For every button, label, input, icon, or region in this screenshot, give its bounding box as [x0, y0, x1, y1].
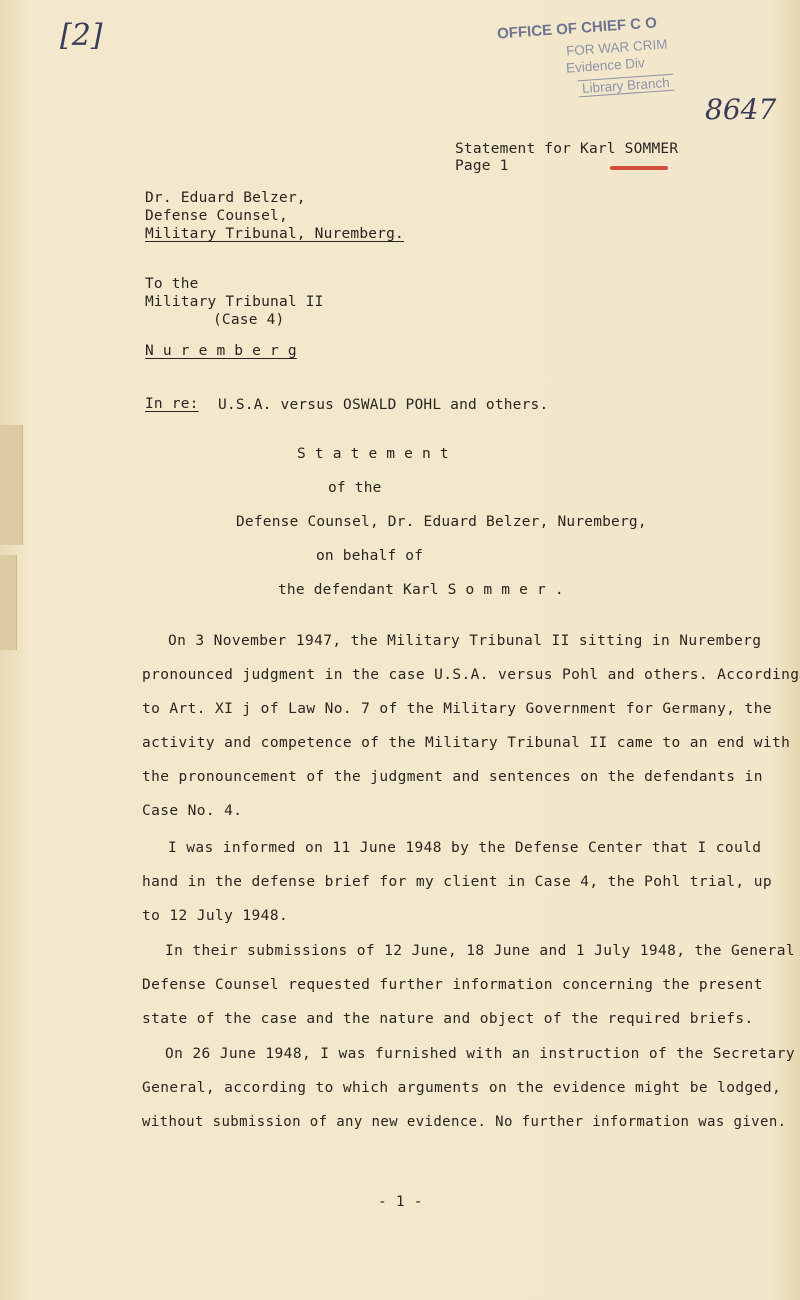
heading-line: on behalf of: [316, 548, 424, 564]
header-title: Statement for Karl SOMMER: [455, 141, 679, 157]
sender-place: Military Tribunal, Nuremberg.: [145, 226, 404, 242]
heading-title: S t a t e m e n t: [297, 446, 449, 462]
header-page: Page 1: [455, 158, 509, 174]
paper-edge-tab: [0, 555, 17, 650]
body-line: I was informed on 11 June 1948 by the Defense Center that I could: [168, 840, 762, 856]
paper-edge-tab: [0, 425, 23, 545]
stamp-line: FOR WAR CRIM: [565, 36, 668, 59]
red-pencil-mark: [610, 166, 668, 170]
handwritten-mark: [2]: [60, 18, 103, 53]
page-number: - 1 -: [378, 1194, 423, 1210]
stamp-line: Library Branch: [578, 74, 675, 98]
handwritten-page-number: 8647: [705, 93, 777, 126]
body-line: hand in the defense brief for my client in Case 4, the Pohl trial, up: [142, 874, 772, 890]
heading-line: the defendant Karl S o m m e r .: [278, 582, 564, 598]
stamp-line: OFFICE OF CHIEF C O: [496, 14, 658, 43]
sender-role: Defense Counsel,: [145, 208, 288, 224]
body-line: Defense Counsel requested further information concerning the present: [142, 977, 763, 993]
recipient-line: To the: [145, 276, 199, 292]
body-line: Case No. 4.: [142, 803, 243, 819]
recipient-city: N u r e m b e r g: [145, 343, 297, 359]
body-line: activity and competence of the Military Tribunal II came to an end with: [142, 735, 791, 751]
body-line: On 26 June 1948, I was furnished with an instruction of the Secretary: [165, 1046, 795, 1062]
recipient-line: Military Tribunal II: [145, 294, 324, 310]
body-line: On 3 November 1947, the Military Tribunal II sitting in Nuremberg: [168, 633, 762, 649]
heading-line: of the: [328, 480, 382, 496]
body-line: without submission of any new evidence. No further information was given.: [142, 1114, 787, 1130]
body-line: the pronouncement of the judgment and sentences on the defendants in: [142, 769, 763, 785]
body-line: state of the case and the nature and object of the required briefs.: [142, 1011, 754, 1027]
heading-line: Defense Counsel, Dr. Eduard Belzer, Nuremberg,: [236, 514, 647, 530]
body-line: to Art. XI j of Law No. 7 of the Military Government for Germany, the: [142, 701, 772, 717]
sender-name: Dr. Eduard Belzer,: [145, 190, 306, 206]
recipient-line: (Case 4): [213, 312, 285, 328]
re-label: In re:: [145, 396, 199, 412]
body-line: General, according to which arguments on the evidence might be lodged,: [142, 1080, 782, 1096]
stamp-line: Evidence Div: [565, 55, 646, 76]
body-line: In their submissions of 12 June, 18 June and 1 July 1948, the General: [165, 943, 795, 959]
body-line: pronounced judgment in the case U.S.A. versus Pohl and others. According: [142, 667, 800, 683]
re-text: U.S.A. versus OSWALD POHL and others.: [218, 397, 549, 413]
body-line: to 12 July 1948.: [142, 908, 289, 924]
